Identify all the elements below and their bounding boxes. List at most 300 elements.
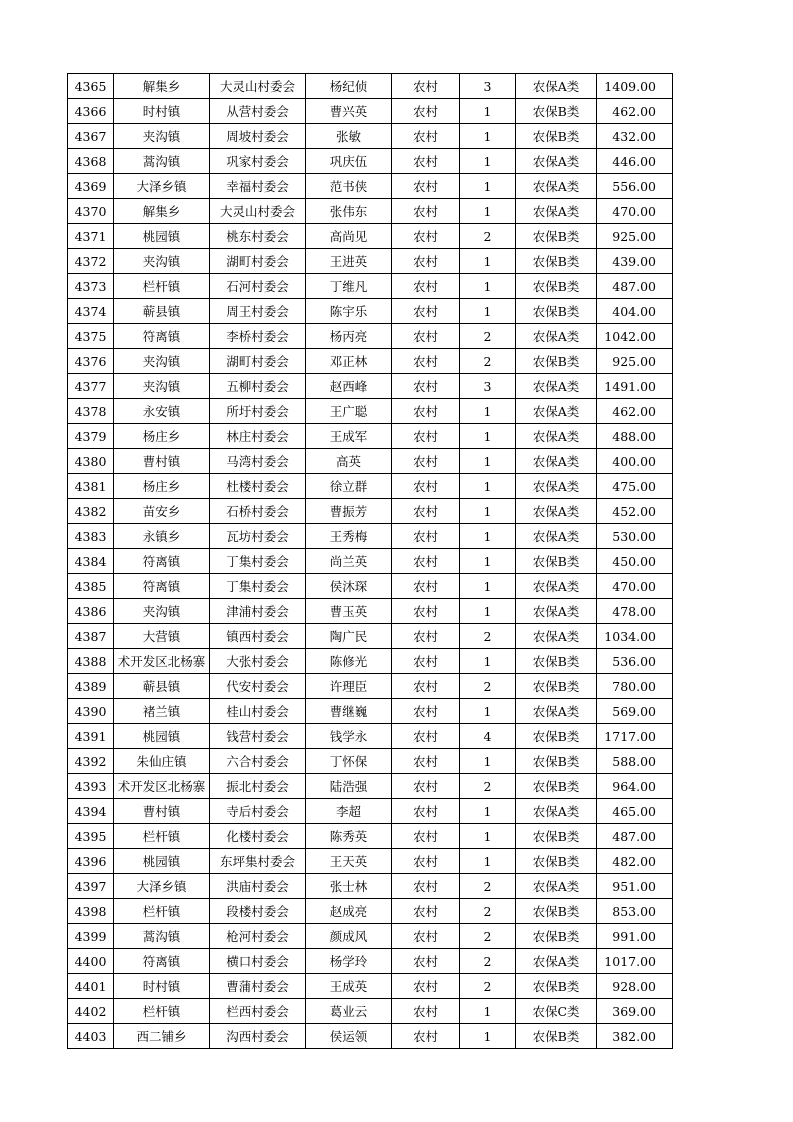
- cell-town: 桃园镇: [114, 224, 210, 249]
- cell-person-name: 张士林: [306, 874, 392, 899]
- cell-village-committee: 沟西村委会: [210, 1024, 306, 1049]
- cell-serial-number: 4395: [68, 824, 114, 849]
- cell-area-type: 农村: [392, 874, 460, 899]
- cell-village-committee: 所圩村委会: [210, 399, 306, 424]
- cell-insurance-category: 农保B类: [516, 849, 597, 874]
- roster-table: [67, 73, 673, 1049]
- cell-serial-number: 4385: [68, 574, 114, 599]
- table-row: [68, 574, 673, 599]
- table-row: [68, 999, 673, 1024]
- cell-town: 时村镇: [114, 99, 210, 124]
- table-row: [68, 524, 673, 549]
- cell-area-type: 农村: [392, 599, 460, 624]
- cell-amount: 928.00: [597, 974, 673, 999]
- cell-amount: 462.00: [597, 99, 673, 124]
- cell-insurance-category: 农保B类: [516, 1024, 597, 1049]
- cell-person-name: 葛业云: [306, 999, 392, 1024]
- cell-person-name: 张敏: [306, 124, 392, 149]
- table-row: [68, 124, 673, 149]
- cell-town: 夹沟镇: [114, 599, 210, 624]
- cell-insurance-category: 农保B类: [516, 924, 597, 949]
- table-row: [68, 849, 673, 874]
- cell-amount: 780.00: [597, 674, 673, 699]
- cell-amount: 1491.00: [597, 374, 673, 399]
- cell-serial-number: 4376: [68, 349, 114, 374]
- cell-serial-number: 4372: [68, 249, 114, 274]
- cell-village-committee: 桂山村委会: [210, 699, 306, 724]
- cell-insurance-category: 农保B类: [516, 249, 597, 274]
- cell-village-committee: 大灵山村委会: [210, 199, 306, 224]
- table-row: [68, 274, 673, 299]
- table-row: [68, 474, 673, 499]
- cell-amount: 1017.00: [597, 949, 673, 974]
- cell-serial-number: 4391: [68, 724, 114, 749]
- cell-area-type: 农村: [392, 949, 460, 974]
- cell-household-count: 1: [460, 524, 516, 549]
- cell-town: 永镇乡: [114, 524, 210, 549]
- cell-amount: 964.00: [597, 774, 673, 799]
- cell-amount: 853.00: [597, 899, 673, 924]
- cell-amount: 369.00: [597, 999, 673, 1024]
- cell-area-type: 农村: [392, 724, 460, 749]
- table-row: [68, 549, 673, 574]
- cell-insurance-category: 农保A类: [516, 424, 597, 449]
- cell-household-count: 2: [460, 224, 516, 249]
- cell-person-name: 钱学永: [306, 724, 392, 749]
- cell-town: 大泽乡镇: [114, 174, 210, 199]
- cell-insurance-category: 农保A类: [516, 149, 597, 174]
- cell-insurance-category: 农保A类: [516, 574, 597, 599]
- cell-town: 杨庄乡: [114, 474, 210, 499]
- cell-village-committee: 桃东村委会: [210, 224, 306, 249]
- cell-area-type: 农村: [392, 749, 460, 774]
- table-row: [68, 599, 673, 624]
- table-row: [68, 1024, 673, 1049]
- cell-person-name: 曹振芳: [306, 499, 392, 524]
- cell-household-count: 1: [460, 249, 516, 274]
- cell-serial-number: 4396: [68, 849, 114, 874]
- cell-area-type: 农村: [392, 399, 460, 424]
- cell-person-name: 王天英: [306, 849, 392, 874]
- cell-area-type: 农村: [392, 449, 460, 474]
- cell-insurance-category: 农保B类: [516, 774, 597, 799]
- cell-household-count: 1: [460, 299, 516, 324]
- cell-person-name: 曹继巍: [306, 699, 392, 724]
- cell-town: 大泽乡镇: [114, 874, 210, 899]
- cell-village-committee: 马湾村委会: [210, 449, 306, 474]
- cell-serial-number: 4398: [68, 899, 114, 924]
- cell-town: 蕲县镇: [114, 674, 210, 699]
- cell-area-type: 农村: [392, 699, 460, 724]
- table-row: [68, 99, 673, 124]
- cell-town: 栏杆镇: [114, 274, 210, 299]
- cell-town: 栏杆镇: [114, 899, 210, 924]
- cell-area-type: 农村: [392, 549, 460, 574]
- cell-amount: 452.00: [597, 499, 673, 524]
- cell-household-count: 1: [460, 549, 516, 574]
- cell-town: 曹村镇: [114, 449, 210, 474]
- cell-town: 夹沟镇: [114, 349, 210, 374]
- cell-person-name: 王广聪: [306, 399, 392, 424]
- cell-insurance-category: 农保A类: [516, 799, 597, 824]
- cell-amount: 404.00: [597, 299, 673, 324]
- cell-amount: 951.00: [597, 874, 673, 899]
- cell-amount: 1409.00: [597, 74, 673, 99]
- cell-person-name: 陆浩强: [306, 774, 392, 799]
- cell-town: 杨庄乡: [114, 424, 210, 449]
- cell-amount: 1034.00: [597, 624, 673, 649]
- cell-person-name: 高英: [306, 449, 392, 474]
- cell-household-count: 3: [460, 74, 516, 99]
- cell-insurance-category: 农保A类: [516, 699, 597, 724]
- cell-serial-number: 4394: [68, 799, 114, 824]
- cell-serial-number: 4379: [68, 424, 114, 449]
- cell-household-count: 2: [460, 899, 516, 924]
- cell-area-type: 农村: [392, 924, 460, 949]
- cell-village-committee: 周王村委会: [210, 299, 306, 324]
- cell-area-type: 农村: [392, 349, 460, 374]
- cell-area-type: 农村: [392, 649, 460, 674]
- cell-village-committee: 钱营村委会: [210, 724, 306, 749]
- cell-amount: 478.00: [597, 599, 673, 624]
- cell-insurance-category: 农保A类: [516, 474, 597, 499]
- cell-town: 术开发区北杨寨: [114, 774, 210, 799]
- cell-person-name: 王秀梅: [306, 524, 392, 549]
- cell-area-type: 农村: [392, 374, 460, 399]
- cell-person-name: 尚兰英: [306, 549, 392, 574]
- cell-serial-number: 4375: [68, 324, 114, 349]
- cell-town: 栏杆镇: [114, 824, 210, 849]
- cell-town: 蕲县镇: [114, 299, 210, 324]
- cell-village-committee: 瓦坊村委会: [210, 524, 306, 549]
- table-row: [68, 224, 673, 249]
- cell-household-count: 2: [460, 949, 516, 974]
- cell-household-count: 1: [460, 474, 516, 499]
- cell-serial-number: 4369: [68, 174, 114, 199]
- table-row: [68, 74, 673, 99]
- cell-serial-number: 4393: [68, 774, 114, 799]
- cell-town: 永安镇: [114, 399, 210, 424]
- cell-town: 朱仙庄镇: [114, 749, 210, 774]
- cell-person-name: 杨丙亮: [306, 324, 392, 349]
- cell-amount: 1042.00: [597, 324, 673, 349]
- cell-person-name: 陈秀英: [306, 824, 392, 849]
- cell-household-count: 2: [460, 924, 516, 949]
- cell-household-count: 1: [460, 149, 516, 174]
- cell-insurance-category: 农保B类: [516, 974, 597, 999]
- cell-household-count: 1: [460, 799, 516, 824]
- cell-serial-number: 4397: [68, 874, 114, 899]
- cell-person-name: 王成军: [306, 424, 392, 449]
- cell-insurance-category: 农保B类: [516, 299, 597, 324]
- cell-amount: 462.00: [597, 399, 673, 424]
- table-row: [68, 624, 673, 649]
- cell-village-committee: 镇西村委会: [210, 624, 306, 649]
- table-row: [68, 424, 673, 449]
- cell-village-committee: 大灵山村委会: [210, 74, 306, 99]
- table-row: [68, 749, 673, 774]
- cell-amount: 569.00: [597, 699, 673, 724]
- cell-household-count: 1: [460, 749, 516, 774]
- table-row: [68, 674, 673, 699]
- cell-serial-number: 4389: [68, 674, 114, 699]
- cell-household-count: 2: [460, 324, 516, 349]
- cell-town: 西二铺乡: [114, 1024, 210, 1049]
- cell-person-name: 张伟东: [306, 199, 392, 224]
- cell-person-name: 邓正林: [306, 349, 392, 374]
- cell-town: 符离镇: [114, 574, 210, 599]
- cell-amount: 482.00: [597, 849, 673, 874]
- cell-household-count: 1: [460, 499, 516, 524]
- cell-amount: 925.00: [597, 224, 673, 249]
- cell-area-type: 农村: [392, 999, 460, 1024]
- cell-village-committee: 杜楼村委会: [210, 474, 306, 499]
- cell-village-committee: 津浦村委会: [210, 599, 306, 624]
- cell-person-name: 巩庆伍: [306, 149, 392, 174]
- cell-town: 栏杆镇: [114, 999, 210, 1024]
- cell-area-type: 农村: [392, 224, 460, 249]
- cell-serial-number: 4367: [68, 124, 114, 149]
- cell-household-count: 1: [460, 699, 516, 724]
- cell-amount: 588.00: [597, 749, 673, 774]
- cell-person-name: 徐立群: [306, 474, 392, 499]
- cell-serial-number: 4377: [68, 374, 114, 399]
- cell-insurance-category: 农保A类: [516, 599, 597, 624]
- table-row: [68, 824, 673, 849]
- cell-town: 夹沟镇: [114, 249, 210, 274]
- cell-village-committee: 石河村委会: [210, 274, 306, 299]
- table-row: [68, 874, 673, 899]
- cell-area-type: 农村: [392, 1024, 460, 1049]
- cell-town: 夹沟镇: [114, 124, 210, 149]
- cell-person-name: 杨纪侦: [306, 74, 392, 99]
- cell-amount: 487.00: [597, 824, 673, 849]
- cell-household-count: 4: [460, 724, 516, 749]
- cell-insurance-category: 农保B类: [516, 674, 597, 699]
- cell-household-count: 1: [460, 199, 516, 224]
- cell-household-count: 2: [460, 974, 516, 999]
- cell-serial-number: 4386: [68, 599, 114, 624]
- cell-area-type: 农村: [392, 899, 460, 924]
- table-row: [68, 174, 673, 199]
- cell-insurance-category: 农保B类: [516, 224, 597, 249]
- cell-household-count: 2: [460, 774, 516, 799]
- cell-town: 桃园镇: [114, 724, 210, 749]
- cell-village-committee: 从营村委会: [210, 99, 306, 124]
- cell-serial-number: 4373: [68, 274, 114, 299]
- cell-person-name: 赵西峰: [306, 374, 392, 399]
- table-row: [68, 649, 673, 674]
- cell-village-committee: 代安村委会: [210, 674, 306, 699]
- cell-area-type: 农村: [392, 524, 460, 549]
- cell-amount: 488.00: [597, 424, 673, 449]
- cell-village-committee: 横口村委会: [210, 949, 306, 974]
- cell-insurance-category: 农保B类: [516, 724, 597, 749]
- cell-person-name: 李超: [306, 799, 392, 824]
- cell-insurance-category: 农保A类: [516, 499, 597, 524]
- cell-serial-number: 4383: [68, 524, 114, 549]
- cell-insurance-category: 农保A类: [516, 374, 597, 399]
- cell-insurance-category: 农保B类: [516, 899, 597, 924]
- cell-area-type: 农村: [392, 149, 460, 174]
- cell-person-name: 高尚见: [306, 224, 392, 249]
- cell-insurance-category: 农保A类: [516, 174, 597, 199]
- cell-serial-number: 4384: [68, 549, 114, 574]
- cell-amount: 487.00: [597, 274, 673, 299]
- table-row: [68, 799, 673, 824]
- cell-household-count: 1: [460, 449, 516, 474]
- cell-serial-number: 4402: [68, 999, 114, 1024]
- cell-village-committee: 李桥村委会: [210, 324, 306, 349]
- cell-area-type: 农村: [392, 674, 460, 699]
- cell-serial-number: 4390: [68, 699, 114, 724]
- table-row: [68, 349, 673, 374]
- cell-person-name: 许理臣: [306, 674, 392, 699]
- cell-serial-number: 4382: [68, 499, 114, 524]
- cell-insurance-category: 农保A类: [516, 399, 597, 424]
- cell-town: 解集乡: [114, 199, 210, 224]
- cell-serial-number: 4399: [68, 924, 114, 949]
- cell-household-count: 1: [460, 99, 516, 124]
- cell-household-count: 1: [460, 424, 516, 449]
- table-row: [68, 774, 673, 799]
- cell-town: 时村镇: [114, 974, 210, 999]
- cell-village-committee: 石桥村委会: [210, 499, 306, 524]
- cell-amount: 400.00: [597, 449, 673, 474]
- cell-amount: 530.00: [597, 524, 673, 549]
- cell-town: 曹村镇: [114, 799, 210, 824]
- cell-area-type: 农村: [392, 824, 460, 849]
- cell-household-count: 1: [460, 124, 516, 149]
- cell-town: 苗安乡: [114, 499, 210, 524]
- cell-area-type: 农村: [392, 774, 460, 799]
- cell-household-count: 2: [460, 349, 516, 374]
- cell-village-committee: 六合村委会: [210, 749, 306, 774]
- cell-area-type: 农村: [392, 799, 460, 824]
- cell-person-name: 曹兴英: [306, 99, 392, 124]
- cell-serial-number: 4378: [68, 399, 114, 424]
- cell-insurance-category: 农保A类: [516, 624, 597, 649]
- cell-amount: 450.00: [597, 549, 673, 574]
- cell-household-count: 2: [460, 624, 516, 649]
- cell-insurance-category: 农保B类: [516, 99, 597, 124]
- cell-area-type: 农村: [392, 199, 460, 224]
- cell-person-name: 颜成风: [306, 924, 392, 949]
- cell-town: 蒿沟镇: [114, 924, 210, 949]
- cell-insurance-category: 农保B类: [516, 749, 597, 774]
- cell-insurance-category: 农保C类: [516, 999, 597, 1024]
- cell-household-count: 1: [460, 174, 516, 199]
- cell-area-type: 农村: [392, 174, 460, 199]
- table-row: [68, 699, 673, 724]
- table-row: [68, 449, 673, 474]
- cell-village-committee: 丁集村委会: [210, 549, 306, 574]
- cell-insurance-category: 农保B类: [516, 649, 597, 674]
- cell-household-count: 2: [460, 874, 516, 899]
- cell-area-type: 农村: [392, 499, 460, 524]
- cell-serial-number: 4380: [68, 449, 114, 474]
- cell-area-type: 农村: [392, 424, 460, 449]
- cell-village-committee: 栏西村委会: [210, 999, 306, 1024]
- cell-amount: 925.00: [597, 349, 673, 374]
- cell-town: 符离镇: [114, 324, 210, 349]
- cell-household-count: 1: [460, 649, 516, 674]
- cell-household-count: 1: [460, 824, 516, 849]
- cell-area-type: 农村: [392, 974, 460, 999]
- cell-person-name: 丁维凡: [306, 274, 392, 299]
- cell-town: 大营镇: [114, 624, 210, 649]
- cell-insurance-category: 农保B类: [516, 824, 597, 849]
- cell-person-name: 杨学玲: [306, 949, 392, 974]
- cell-person-name: 赵成亮: [306, 899, 392, 924]
- cell-person-name: 陶广民: [306, 624, 392, 649]
- cell-insurance-category: 农保A类: [516, 324, 597, 349]
- cell-village-committee: 东坪集村委会: [210, 849, 306, 874]
- cell-amount: 470.00: [597, 574, 673, 599]
- cell-amount: 439.00: [597, 249, 673, 274]
- cell-serial-number: 4388: [68, 649, 114, 674]
- cell-area-type: 农村: [392, 574, 460, 599]
- cell-village-committee: 林庄村委会: [210, 424, 306, 449]
- cell-town: 解集乡: [114, 74, 210, 99]
- cell-serial-number: 4374: [68, 299, 114, 324]
- cell-village-committee: 段楼村委会: [210, 899, 306, 924]
- cell-village-committee: 丁集村委会: [210, 574, 306, 599]
- cell-village-committee: 周坡村委会: [210, 124, 306, 149]
- cell-town: 桃园镇: [114, 849, 210, 874]
- cell-household-count: 1: [460, 999, 516, 1024]
- roster-table-body: [68, 74, 673, 1049]
- cell-town: 褚兰镇: [114, 699, 210, 724]
- cell-area-type: 农村: [392, 274, 460, 299]
- table-row: [68, 724, 673, 749]
- cell-insurance-category: 农保A类: [516, 949, 597, 974]
- cell-village-committee: 大张村委会: [210, 649, 306, 674]
- cell-amount: 470.00: [597, 199, 673, 224]
- cell-serial-number: 4392: [68, 749, 114, 774]
- table-row: [68, 324, 673, 349]
- cell-amount: 1717.00: [597, 724, 673, 749]
- cell-serial-number: 4366: [68, 99, 114, 124]
- cell-insurance-category: 农保B类: [516, 549, 597, 574]
- cell-household-count: 1: [460, 399, 516, 424]
- cell-town: 夹沟镇: [114, 374, 210, 399]
- cell-area-type: 农村: [392, 99, 460, 124]
- cell-serial-number: 4387: [68, 624, 114, 649]
- cell-area-type: 农村: [392, 849, 460, 874]
- cell-town: 术开发区北杨寨: [114, 649, 210, 674]
- cell-area-type: 农村: [392, 124, 460, 149]
- cell-serial-number: 4400: [68, 949, 114, 974]
- cell-serial-number: 4368: [68, 149, 114, 174]
- cell-household-count: 1: [460, 274, 516, 299]
- cell-household-count: 1: [460, 599, 516, 624]
- table-row: [68, 949, 673, 974]
- table-row: [68, 399, 673, 424]
- cell-village-committee: 巩家村委会: [210, 149, 306, 174]
- table-row: [68, 299, 673, 324]
- cell-household-count: 1: [460, 574, 516, 599]
- cell-serial-number: 4370: [68, 199, 114, 224]
- table-row: [68, 374, 673, 399]
- cell-village-committee: 湖町村委会: [210, 349, 306, 374]
- cell-village-committee: 五柳村委会: [210, 374, 306, 399]
- cell-town: 符离镇: [114, 549, 210, 574]
- cell-household-count: 1: [460, 1024, 516, 1049]
- cell-village-committee: 曹蒲村委会: [210, 974, 306, 999]
- cell-person-name: 丁怀保: [306, 749, 392, 774]
- table-row: [68, 974, 673, 999]
